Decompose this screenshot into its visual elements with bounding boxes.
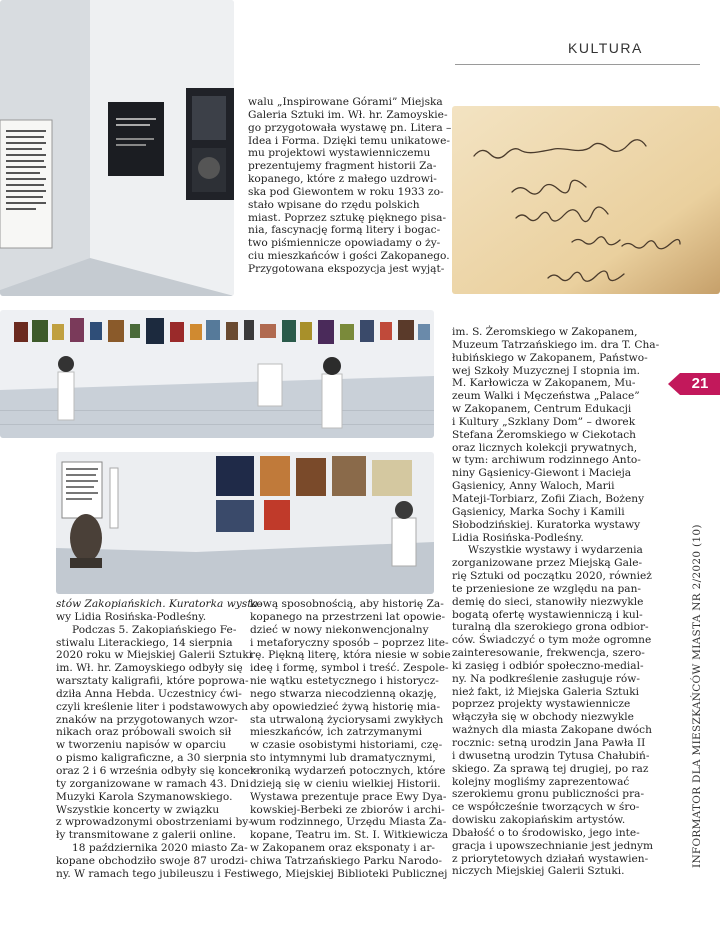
left-line: znaków na przygotowanych wzor- <box>56 713 238 726</box>
intro-line: Przygotowana ekspozycja jest wyjąt- <box>248 262 445 275</box>
right-line: Gąsienicy, Marka Sochy i Kamili <box>452 505 625 518</box>
middle-line: kopane, Teatru im. St. I. Witkiewicza <box>250 829 449 842</box>
left-line: Wszystkie koncerty w związku <box>56 803 220 816</box>
left-line: oraz 2 i 6 września odbyły się koncer- <box>56 764 259 777</box>
right-line: ważnych dla miasta Zakopane dwóch <box>452 724 652 737</box>
intro-line: ciu mieszkańców i gości Zakopanego. <box>248 250 450 263</box>
right-line: turalną dla szerokiego grona odbior- <box>452 621 649 634</box>
intro-line: walu „Inspirowane Górami” Miejska <box>248 96 443 108</box>
middle-line: kowskiej-Berbeki ze zbiorów i archi- <box>250 803 445 816</box>
right-line: skiego. Za sprawą tej drugiej, po raz <box>452 762 649 775</box>
right-line: szerokiemu gronu publiczności pra- <box>452 788 645 801</box>
right-line: Muzeum Tatrzańskiego im. dra T. Cha- <box>452 338 660 351</box>
middle-line: Wystawa prezentuje prace Ewy Dya- <box>250 790 447 803</box>
right-line: Wszystkie wystawy i wydarzenia <box>468 544 643 557</box>
intro-line: Galeria Sztuki im. Wł. hr. Zamoyskie- <box>248 108 448 121</box>
left-line: o pismo kaligraficzne, a 30 sierpnia <box>56 752 248 765</box>
left-line: czyli kreślenie liter i podstawowych <box>56 700 249 713</box>
right-line: i dwusetną urodzin Tytusa Chałubiń- <box>452 749 650 762</box>
intro-line: mu projektowi wystawienniczemu <box>248 147 431 160</box>
right-line: włączyła się w obchody niezwykle <box>452 711 634 724</box>
right-line: M. Karłowicza w Zakopanem, Mu- <box>452 377 636 390</box>
left-line: ty zorganizowane w ramach 43. Dni <box>56 777 249 790</box>
intro-line: go przygotowała wystawę pn. Litera – <box>248 121 452 134</box>
middle-line: kową sposobnością, aby historię Za- <box>250 598 444 610</box>
intro-line: ska pod Giewontem w roku 1933 zo- <box>248 185 444 198</box>
right-line: Stefana Żeromskiego w Ciekotach <box>452 428 637 441</box>
intro-line: two piśmiennicze opowiadamy o ży- <box>248 237 441 250</box>
left-line: Muzyki Karola Szymanowskiego. <box>56 790 233 803</box>
middle-line: nego stwarza niecodzienną okazję, <box>250 687 437 700</box>
right-line: Lidia Rosińska-Podleśny. <box>452 531 584 544</box>
right-line: demię do sieci, stanowiły niezwykle <box>452 595 644 608</box>
intro-line: Idea i Forma. Dzięki temu unikatowe- <box>248 134 450 147</box>
left-line: 18 października 2020 miasto Za- <box>72 842 248 855</box>
middle-line: sto intymnymi lub dramatycznymi, <box>250 752 436 765</box>
right-line: poprzez projekty wystawiennicze <box>452 698 631 711</box>
middle-line: aby opowiedzieć żywą historię mia- <box>250 700 441 713</box>
intro-line: nia, fascynację formą litery i bogac- <box>248 224 441 237</box>
left-line: warsztaty kaligrafii, które poprowa- <box>56 675 249 688</box>
middle-line: wego, Miejskiej Biblioteki Publicznej <box>250 867 448 880</box>
right-line: im. S. Żeromskiego w Zakopanem, <box>452 326 638 338</box>
left-line: nikach oraz próbowali swoich sił <box>56 726 232 739</box>
gallery-corner-photo <box>0 0 234 296</box>
left-line: ny. W ramach tego jubileuszu i Festi- <box>56 867 254 880</box>
left-line: ły transmitowane z galerii online. <box>56 829 236 842</box>
intro-line: prezentujemy fragment historii Za- <box>248 160 437 173</box>
gallery-hall-photo <box>0 310 434 438</box>
middle-line: mieszkańców, ich zatrzymanymi <box>250 726 423 739</box>
middle-line: rę. Piękną literę, która niesie w sobie <box>250 649 451 662</box>
right-line: niczych Miejskiej Galerii Sztuki. <box>452 865 625 878</box>
middle-line: w Zakopanem oraz eksponaty i ar- <box>250 842 435 855</box>
right-line: dowisku zakopiańskim artystów. <box>452 814 626 827</box>
left-line: Podczas 5. Zakopiańskiego Fe- <box>72 623 237 636</box>
right-line: z priorytetowych działań wystawien- <box>452 852 649 865</box>
left-line: wy Lidia Rosińska-Podleśny. <box>56 610 207 623</box>
middle-line: dzieć w nowy niekonwencjonalny <box>250 623 429 636</box>
right-column <box>452 326 680 878</box>
right-line: bogatą ofertę wystawienniczą i kul- <box>452 608 643 621</box>
right-line: nież fakt, iż Miejska Galeria Sztuki <box>452 685 640 698</box>
middle-line: kroniką wydarzeń potocznych, które <box>250 764 446 777</box>
right-line: Słobodzińskiej. Kuratorka wystawy <box>452 518 641 531</box>
middle-line: kopanego na przestrzeni lat opowie- <box>250 610 446 623</box>
left-line: w tworzeniu napisów w oparciu <box>56 739 227 752</box>
intro-line: miast. Poprzez sztukę pięknego pisa- <box>248 211 447 224</box>
right-line: Dbałość o to środowisko, jego inte- <box>452 826 640 839</box>
right-line: Mateji-Torbiarz, Zofii Ziach, Bożeny <box>452 492 645 505</box>
right-line: rocznic: setną urodzin Jana Pawła II <box>452 737 646 749</box>
page-number: 21 <box>680 373 720 395</box>
right-line: w Zakopanem, Centrum Edukacji <box>452 403 632 416</box>
right-line: i Kultury „Szklany Dom” – dworek <box>452 415 636 428</box>
right-line: rię Sztuki od początku 2020, również <box>452 570 652 583</box>
section-title: KULTURA <box>568 40 643 56</box>
intro-column <box>248 96 452 276</box>
left-line: z wprowadzonymi obostrzeniami by- <box>56 816 252 829</box>
header-rule <box>455 64 700 65</box>
middle-line: w czasie osobistymi historiami, czę- <box>250 739 443 752</box>
intro-line: kopanego, które z małego uzdrowi- <box>248 173 437 186</box>
middle-line: sta utrwaloną życiorysami zwykłych <box>250 713 444 726</box>
middle-line: ideę i formę, symbol i treść. Zespole- <box>250 662 449 675</box>
right-line: wej Szkoły Muzycznej I stopnia im. <box>452 364 641 377</box>
left-line: stiwalu Literackiego, 14 sierpnia <box>56 636 233 649</box>
side-running-title: INFORMATOR DLA MIESZKAŃCÓW MIASTA NR 2/2020 (10) <box>691 524 703 868</box>
left-line: dziła Anna Hebda. Uczestnicy ćwi- <box>56 687 242 700</box>
right-line: Gąsienicy, Anny Waloch, Marii <box>452 480 615 493</box>
right-line: ców. Świadczyć o tym może ogromne <box>452 634 652 647</box>
right-line: ce współcześnie tworzących w śro- <box>452 801 640 814</box>
manuscript-photo <box>452 106 720 294</box>
middle-line: dzieją się w cieniu wielkiej Historii. <box>250 777 441 790</box>
right-line: niny Gąsienicy-Giewont i Macieja <box>452 467 632 480</box>
middle-line: i metaforyczny sposób – poprzez lite- <box>250 636 449 649</box>
middle-line: wum rodzinnego, Urzędu Miasta Za- <box>250 816 447 829</box>
intro-line: stało wpisane do rzędu polskich <box>248 198 420 211</box>
gallery-room-photo <box>56 452 434 594</box>
middle-column <box>250 598 451 881</box>
right-line: zainteresowanie, frekwencja, szero- <box>452 647 645 660</box>
right-line: ny. Na podkreślenie zasługuje rów- <box>452 672 640 685</box>
left-line: 2020 roku w Miejskiej Galerii Sztuki <box>56 649 253 662</box>
left-line: kopane obchodziło swoje 87 urodzi- <box>56 854 248 867</box>
left-line: im. Wł. hr. Zamoyskiego odbyły się <box>56 662 243 675</box>
right-line: zorganizowane przez Miejską Gale- <box>452 557 643 570</box>
left-line: stów Zakopiańskich. Kuratorka wysta- <box>56 598 262 610</box>
middle-line: nie wątku estetycznego i historycz- <box>250 675 439 688</box>
right-line: te przeniesione ze względu na pan- <box>452 582 642 595</box>
right-line: gracja i upowszechnianie jest jednym <box>452 839 654 852</box>
middle-line: chiwa Tatrzańskiego Parku Narodo- <box>250 854 442 867</box>
right-line: zeum Walki i Męczeństwa „Palace” <box>452 390 640 403</box>
right-line: w tym: archiwum rodzinnego Anto- <box>452 454 641 467</box>
right-line: ki zasięg i odbiór społeczno-medial- <box>452 659 644 672</box>
left-column <box>56 598 262 881</box>
right-line: kolejny mogliśmy zaprezentować <box>452 775 630 788</box>
right-line: łubińskiego w Zakopanem, Państwo- <box>452 351 648 364</box>
right-line: oraz licznych kolekcji prywatnych, <box>452 441 638 454</box>
